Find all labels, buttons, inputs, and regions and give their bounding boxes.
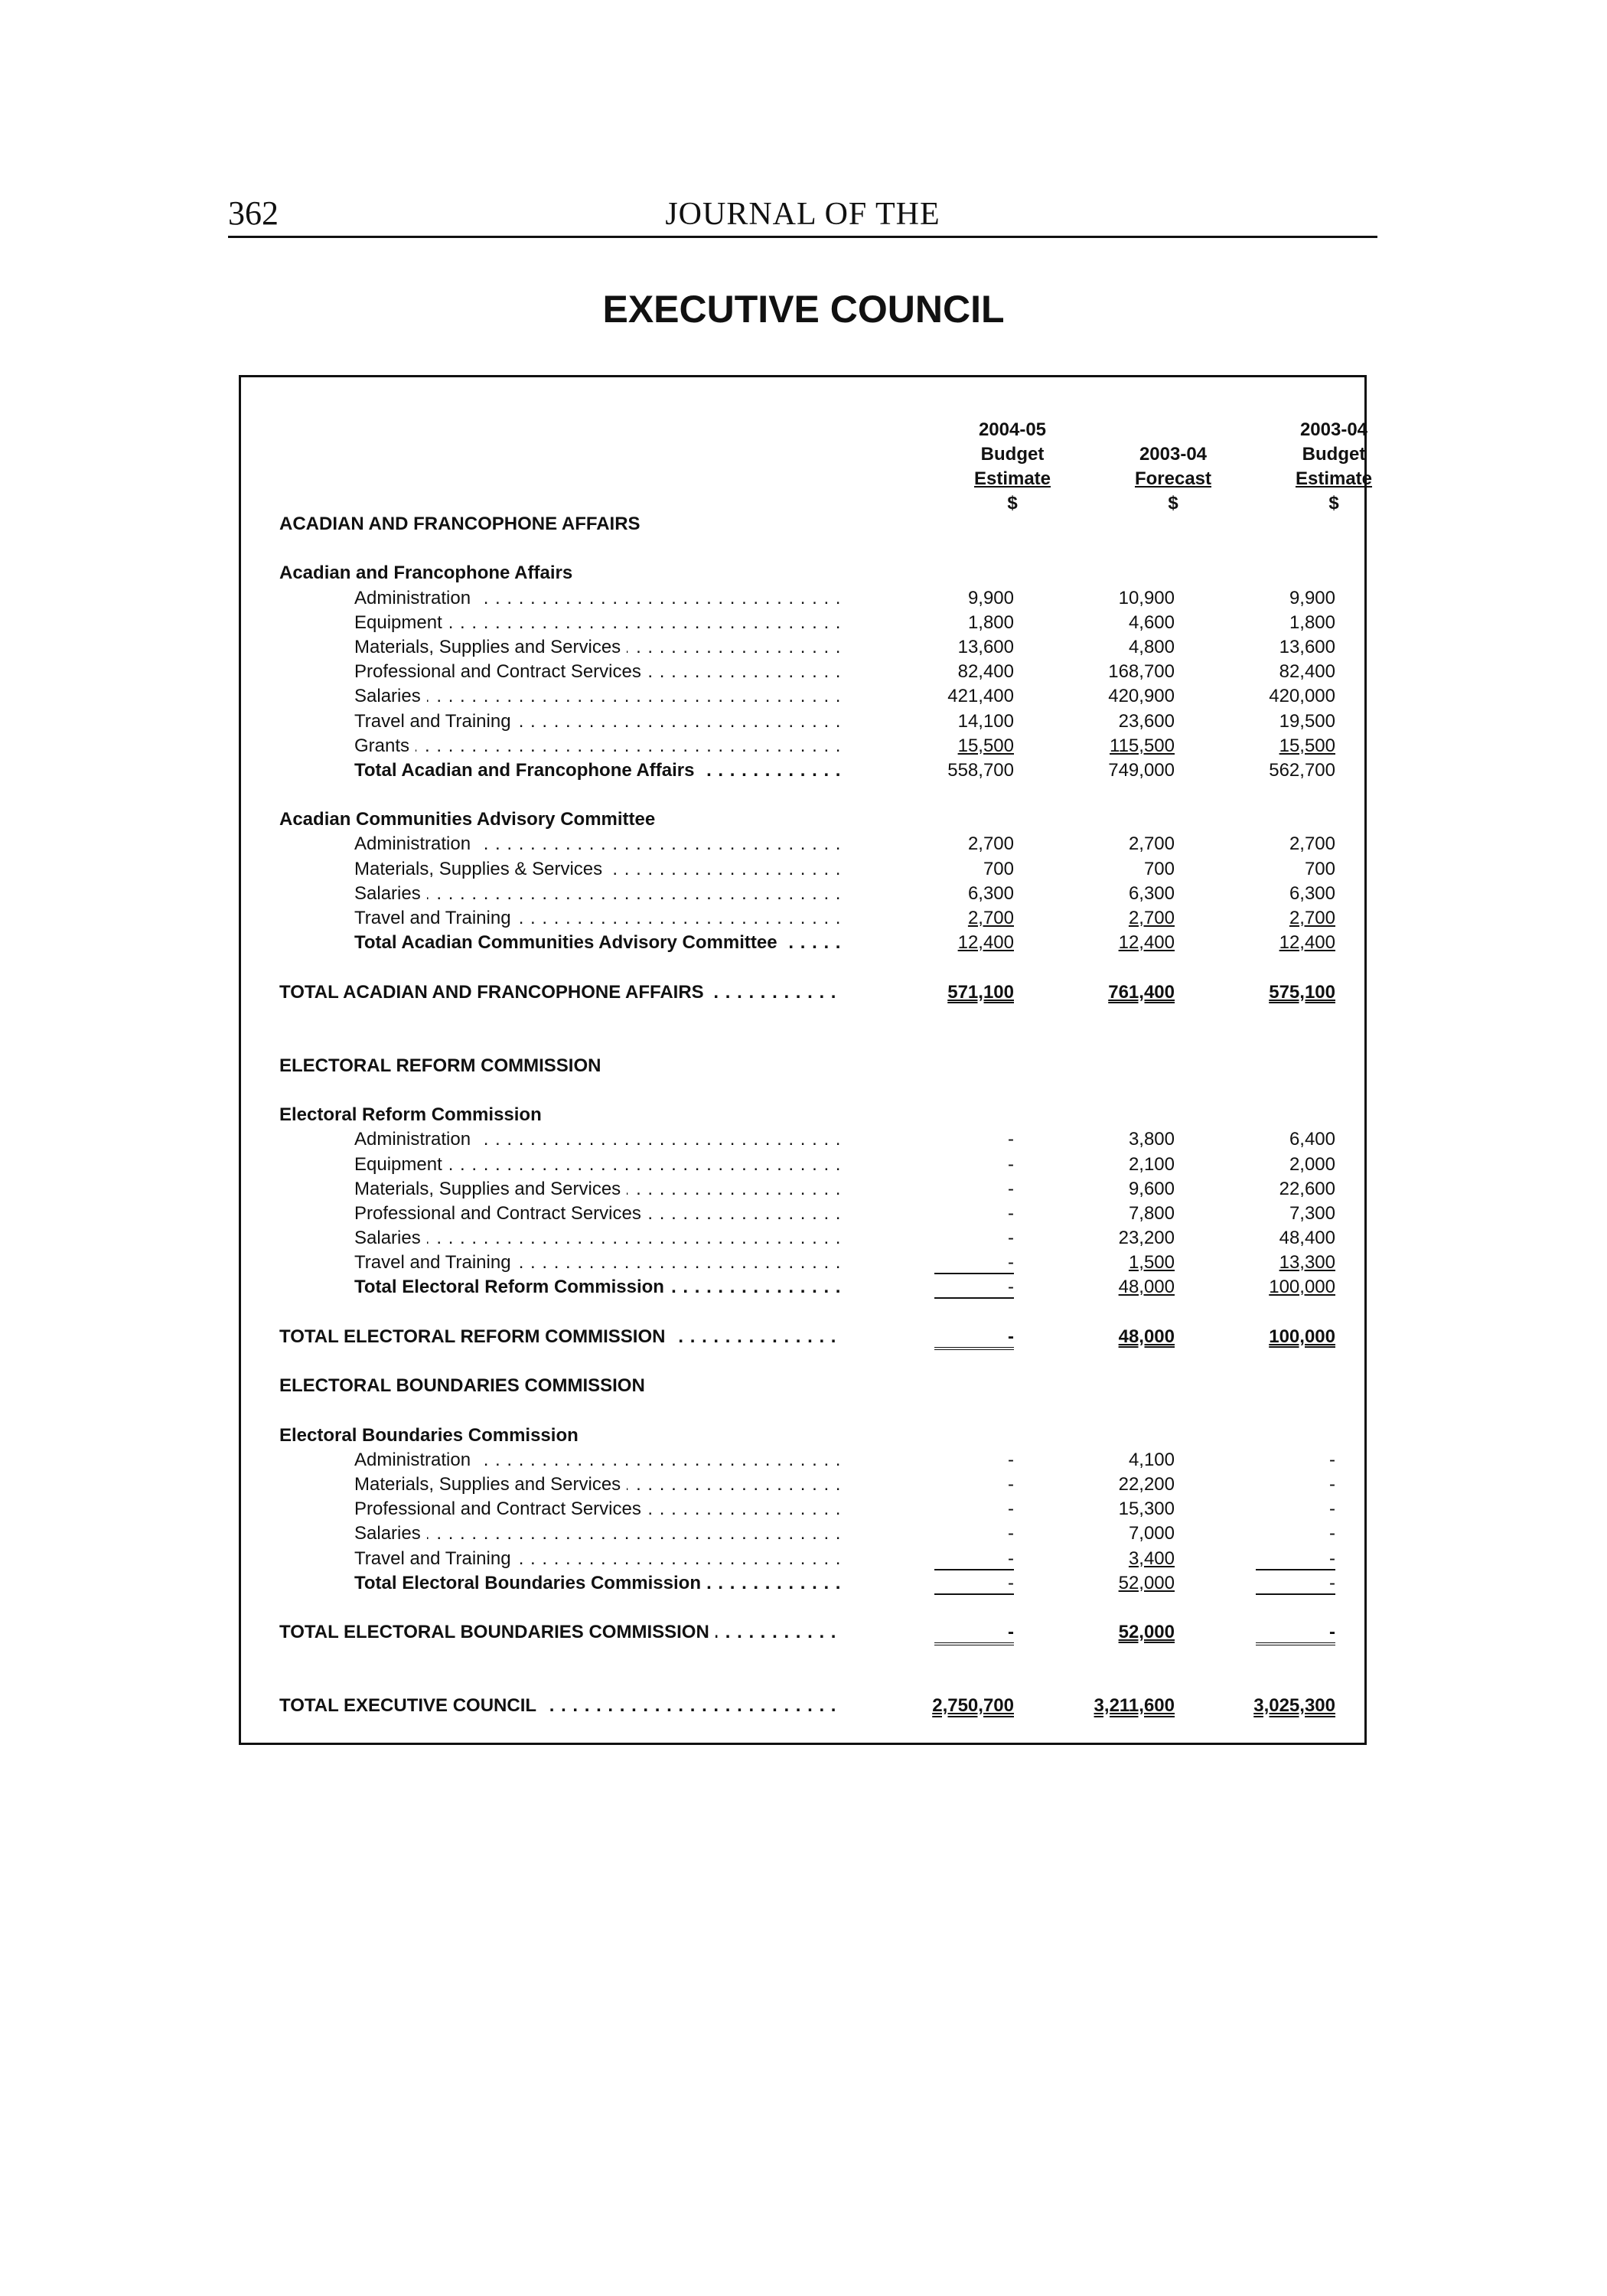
- cell-value: -: [1008, 1178, 1014, 1199]
- column-header-line: Budget: [1302, 444, 1366, 465]
- cell-value: 3,025,300: [1253, 1695, 1335, 1717]
- cell-value: 3,400: [1128, 1548, 1175, 1569]
- cell-value: 52,000: [1118, 1572, 1175, 1593]
- cell-value: -: [1008, 1129, 1014, 1150]
- subtotal-row: [241, 758, 1364, 783]
- page-number: 362: [228, 194, 279, 232]
- journal-title: JOURNAL OF THE: [665, 197, 940, 232]
- cell-value: 2,750,700: [932, 1695, 1014, 1717]
- column-header-line: Estimate: [1295, 468, 1373, 489]
- row-label-text: Electoral Boundaries Commission: [279, 1425, 585, 1446]
- table-body: [241, 512, 1364, 1718]
- cell-value: 2,700: [1289, 833, 1335, 855]
- table-row: [241, 882, 1364, 906]
- spacer-row: [241, 1078, 1364, 1103]
- row-label-text: Materials, Supplies and Services: [354, 637, 627, 657]
- cell-value: 571,100: [947, 981, 1014, 1003]
- row-label-text: Equipment: [354, 1154, 448, 1175]
- spacer-row: [241, 783, 1364, 807]
- row-label-text: Travel and Training: [354, 711, 517, 732]
- cell-value: 48,000: [1118, 1326, 1175, 1347]
- cell-value: [899, 1251, 1014, 1275]
- section-row: [241, 1054, 1364, 1078]
- row-label-text: Materials, Supplies and Services: [354, 1179, 627, 1199]
- cell-value: 2,100: [1128, 1153, 1175, 1175]
- cell-value: -: [1008, 1153, 1014, 1175]
- cell-value: 48,400: [1279, 1228, 1335, 1249]
- cell-value: 2,700: [1128, 908, 1175, 928]
- column-header-currency: $: [1168, 493, 1178, 514]
- table-row: [241, 857, 1364, 882]
- cell-value: 15,500: [1279, 735, 1335, 756]
- cell-value: 6,300: [1289, 882, 1335, 904]
- column-header-line: Forecast: [1134, 468, 1212, 489]
- cell-value: -: [1329, 1523, 1335, 1544]
- column-header-line: 2003-04: [1139, 444, 1208, 465]
- cell-value: 749,000: [1108, 759, 1175, 781]
- column-header-2003-04-forecast: [1112, 418, 1234, 516]
- cell-value: 7,800: [1128, 1202, 1175, 1224]
- table-row: [241, 660, 1364, 684]
- cell-value: [1221, 1571, 1335, 1596]
- page-header: [228, 194, 1377, 238]
- cell-value: -: [1329, 1473, 1335, 1495]
- column-header-line: Budget: [980, 444, 1045, 465]
- row-label-text: Travel and Training: [354, 908, 517, 928]
- cell-value: 9,900: [1289, 587, 1335, 608]
- cell-value: 48,000: [1118, 1277, 1175, 1298]
- cell-value: 700: [1143, 858, 1175, 879]
- cell-value: 22,600: [1279, 1178, 1335, 1199]
- cell-value: 420,000: [1269, 686, 1335, 707]
- cell-value: 15,300: [1118, 1499, 1175, 1520]
- table-row: [241, 1448, 1364, 1473]
- row-label-text: TOTAL EXECUTIVE COUNCIL: [279, 1695, 543, 1716]
- sub-row: [241, 1103, 1364, 1127]
- cell-value: 2,700: [1289, 908, 1335, 928]
- column-header-line: 2003-04: [1299, 419, 1368, 440]
- spacer-row: [241, 1596, 1364, 1620]
- cell-value: [899, 1547, 1014, 1571]
- cell-value: 421,400: [947, 686, 1014, 707]
- row-label-text: Electoral Reform Commission: [279, 1104, 548, 1125]
- cell-value: 10,900: [1118, 587, 1175, 608]
- cell-value: 420,900: [1108, 686, 1175, 707]
- row-label-text: TOTAL ELECTORAL REFORM COMMISSION: [279, 1326, 671, 1347]
- total-row: [241, 1325, 1364, 1349]
- row-label-text: Total Electoral Boundaries Commission: [354, 1573, 707, 1593]
- cell-value: 15,500: [957, 735, 1014, 756]
- cell-value: 23,600: [1118, 710, 1175, 732]
- cell-value: [1221, 1620, 1335, 1645]
- row-label-text: Administration: [354, 833, 477, 854]
- grand-row: [241, 1694, 1364, 1718]
- row-label-text: Total Acadian Communities Advisory Committee: [354, 932, 784, 953]
- sub-row: [241, 807, 1364, 832]
- dash-value: -: [934, 1623, 1014, 1645]
- column-header-2004-05-budget: [951, 418, 1074, 516]
- spacer-row: [241, 1645, 1364, 1694]
- cell-value: [899, 1620, 1014, 1645]
- row-label-text: Salaries: [354, 686, 427, 706]
- cell-value: 2,700: [967, 908, 1014, 928]
- row-label-text: Salaries: [354, 1228, 427, 1248]
- dash-value: -: [934, 1549, 1014, 1570]
- sub-row: [241, 1424, 1364, 1448]
- sub-row: [241, 561, 1364, 585]
- cell-value: 6,300: [967, 882, 1014, 904]
- cell-value: 100,000: [1269, 1277, 1335, 1298]
- cell-value: 2,700: [1128, 833, 1175, 855]
- table-row: [241, 1521, 1364, 1546]
- row-label-text: Total Acadian and Francophone Affairs: [354, 760, 701, 781]
- spacer-row: [241, 1398, 1364, 1423]
- cell-value: 168,700: [1108, 661, 1175, 683]
- budget-table: [239, 375, 1373, 1745]
- cell-value: -: [1329, 1449, 1335, 1470]
- dash-value: -: [934, 1574, 1014, 1595]
- row-label-text: TOTAL ELECTORAL BOUNDARIES COMMISSION: [279, 1622, 715, 1642]
- cell-value: 12,400: [1279, 932, 1335, 954]
- table-row: [241, 1473, 1364, 1497]
- dash-value: -: [934, 1327, 1014, 1350]
- row-label-text: ACADIAN AND FRANCOPHONE AFFAIRS: [279, 514, 647, 534]
- cell-value: 1,800: [1289, 612, 1335, 633]
- row-label-text: Equipment: [354, 612, 448, 633]
- cell-value: 3,211,600: [1094, 1695, 1175, 1717]
- table-row: [241, 1177, 1364, 1202]
- total-row: [241, 980, 1364, 1005]
- cell-value: 23,200: [1118, 1228, 1175, 1249]
- cell-value: 3,800: [1128, 1129, 1175, 1150]
- table-row: [241, 635, 1364, 660]
- row-label-text: Travel and Training: [354, 1252, 517, 1273]
- table-row: [241, 611, 1364, 635]
- row-label: [279, 1103, 1075, 1127]
- cell-value: -: [1008, 1473, 1014, 1495]
- cell-value: 82,400: [1279, 661, 1335, 683]
- table-row: [241, 906, 1364, 931]
- cell-value: 13,600: [957, 636, 1014, 657]
- cell-value: [899, 1325, 1014, 1350]
- spacer-row: [241, 1349, 1364, 1374]
- dash-value: -: [934, 1253, 1014, 1274]
- cell-value: 82,400: [957, 661, 1014, 683]
- row-label-text: Materials, Supplies & Services: [354, 859, 608, 879]
- spacer-row: [241, 1300, 1364, 1325]
- cell-value: 9,900: [967, 587, 1014, 608]
- subtotal-row: [241, 1275, 1364, 1300]
- cell-value: -: [1008, 1202, 1014, 1224]
- row-label-text: ELECTORAL BOUNDARIES COMMISSION: [279, 1375, 651, 1396]
- cell-value: -: [1329, 1499, 1335, 1520]
- row-label-text: Acadian Communities Advisory Committee: [279, 809, 661, 830]
- table-row: [241, 734, 1364, 758]
- row-label-text: Travel and Training: [354, 1548, 517, 1569]
- column-header-currency: $: [1328, 493, 1339, 514]
- table-row: [241, 586, 1364, 611]
- cell-value: 4,600: [1128, 612, 1175, 633]
- cell-value: -: [1008, 1523, 1014, 1544]
- row-label-text: Materials, Supplies and Services: [354, 1474, 627, 1495]
- table-row: [241, 1497, 1364, 1521]
- cell-value: 700: [983, 858, 1014, 879]
- total-row: [241, 1620, 1364, 1645]
- page-title: EXECUTIVE COUNCIL: [602, 288, 1005, 331]
- cell-value: 13,300: [1279, 1252, 1335, 1274]
- row-label-text: Administration: [354, 1129, 477, 1150]
- subtotal-row: [241, 1571, 1364, 1596]
- dash-value: -: [934, 1277, 1014, 1299]
- row-label-text: TOTAL ACADIAN AND FRANCOPHONE AFFAIRS: [279, 982, 710, 1003]
- cell-value: -: [1008, 1449, 1014, 1470]
- row-label-text: Professional and Contract Services: [354, 1203, 647, 1224]
- row-label: [279, 561, 1075, 585]
- row-label-text: Salaries: [354, 1523, 427, 1544]
- row-label-text: Professional and Contract Services: [354, 661, 647, 682]
- row-label-text: ELECTORAL REFORM COMMISSION: [279, 1055, 607, 1076]
- cell-value: 14,100: [957, 710, 1014, 732]
- cell-value: 4,800: [1128, 636, 1175, 657]
- dash-value: -: [1256, 1623, 1335, 1645]
- cell-value: 9,600: [1128, 1178, 1175, 1199]
- dash-value: -: [1256, 1549, 1335, 1570]
- spacer-row: [241, 955, 1364, 980]
- spacer-row: [241, 536, 1364, 561]
- table-row: [241, 1547, 1364, 1571]
- cell-value: 2,700: [967, 833, 1014, 855]
- cell-value: 13,600: [1279, 636, 1335, 657]
- row-label-text: Grants: [354, 735, 416, 756]
- cell-value: -: [1008, 1228, 1014, 1249]
- row-label-text: Total Electoral Reform Commission: [354, 1277, 670, 1297]
- cell-value: -: [1008, 1499, 1014, 1520]
- cell-value: 575,100: [1269, 981, 1335, 1003]
- cell-value: 558,700: [947, 759, 1014, 781]
- cell-value: 6,300: [1128, 882, 1175, 904]
- row-label: [279, 807, 1075, 832]
- row-label-text: Salaries: [354, 883, 427, 904]
- table-row: [241, 1127, 1364, 1152]
- row-label: [279, 512, 1075, 536]
- cell-value: 52,000: [1118, 1622, 1175, 1643]
- table-row: [241, 1153, 1364, 1177]
- cell-value: 100,000: [1269, 1326, 1335, 1347]
- cell-value: 4,100: [1128, 1449, 1175, 1470]
- table-row: [241, 684, 1364, 709]
- cell-value: 7,300: [1289, 1202, 1335, 1224]
- cell-value: [1221, 1547, 1335, 1571]
- row-label-text: Professional and Contract Services: [354, 1499, 647, 1519]
- column-header-line: 2004-05: [978, 419, 1047, 440]
- row-label: [279, 1424, 1075, 1448]
- cell-value: 115,500: [1110, 735, 1175, 756]
- cell-value: 761,400: [1108, 981, 1175, 1003]
- section-row: [241, 1374, 1364, 1398]
- table-row: [241, 1251, 1364, 1275]
- section-row: [241, 512, 1364, 536]
- cell-value: 1,800: [967, 612, 1014, 633]
- column-header-2003-04-budget: [1273, 418, 1395, 516]
- cell-value: [899, 1275, 1014, 1300]
- cell-value: 12,400: [957, 932, 1014, 954]
- column-header-currency: $: [1007, 493, 1018, 514]
- cell-value: 19,500: [1279, 710, 1335, 732]
- dash-value: -: [1256, 1574, 1335, 1595]
- cell-value: 562,700: [1269, 759, 1335, 781]
- cell-value: 7,000: [1128, 1523, 1175, 1544]
- subtotal-row: [241, 931, 1364, 955]
- row-label-text: Administration: [354, 1450, 477, 1470]
- cell-value: 700: [1304, 858, 1335, 879]
- table-row: [241, 1202, 1364, 1226]
- cell-value: 12,400: [1118, 932, 1175, 954]
- row-label: [279, 1054, 1075, 1078]
- table-row: [241, 709, 1364, 734]
- cell-value: [899, 1571, 1014, 1596]
- table-row: [241, 832, 1364, 856]
- column-header-line: Estimate: [973, 468, 1051, 489]
- cell-value: 1,500: [1128, 1252, 1175, 1274]
- row-label-text: Administration: [354, 588, 477, 608]
- column-header-line: [1112, 418, 1234, 442]
- row-label-text: Acadian and Francophone Affairs: [279, 563, 579, 583]
- cell-value: 22,200: [1118, 1473, 1175, 1495]
- spacer-row: [241, 1005, 1364, 1054]
- cell-value: 2,000: [1289, 1153, 1335, 1175]
- row-label: [279, 1374, 1075, 1398]
- table-row: [241, 1226, 1364, 1251]
- cell-value: 6,400: [1289, 1129, 1335, 1150]
